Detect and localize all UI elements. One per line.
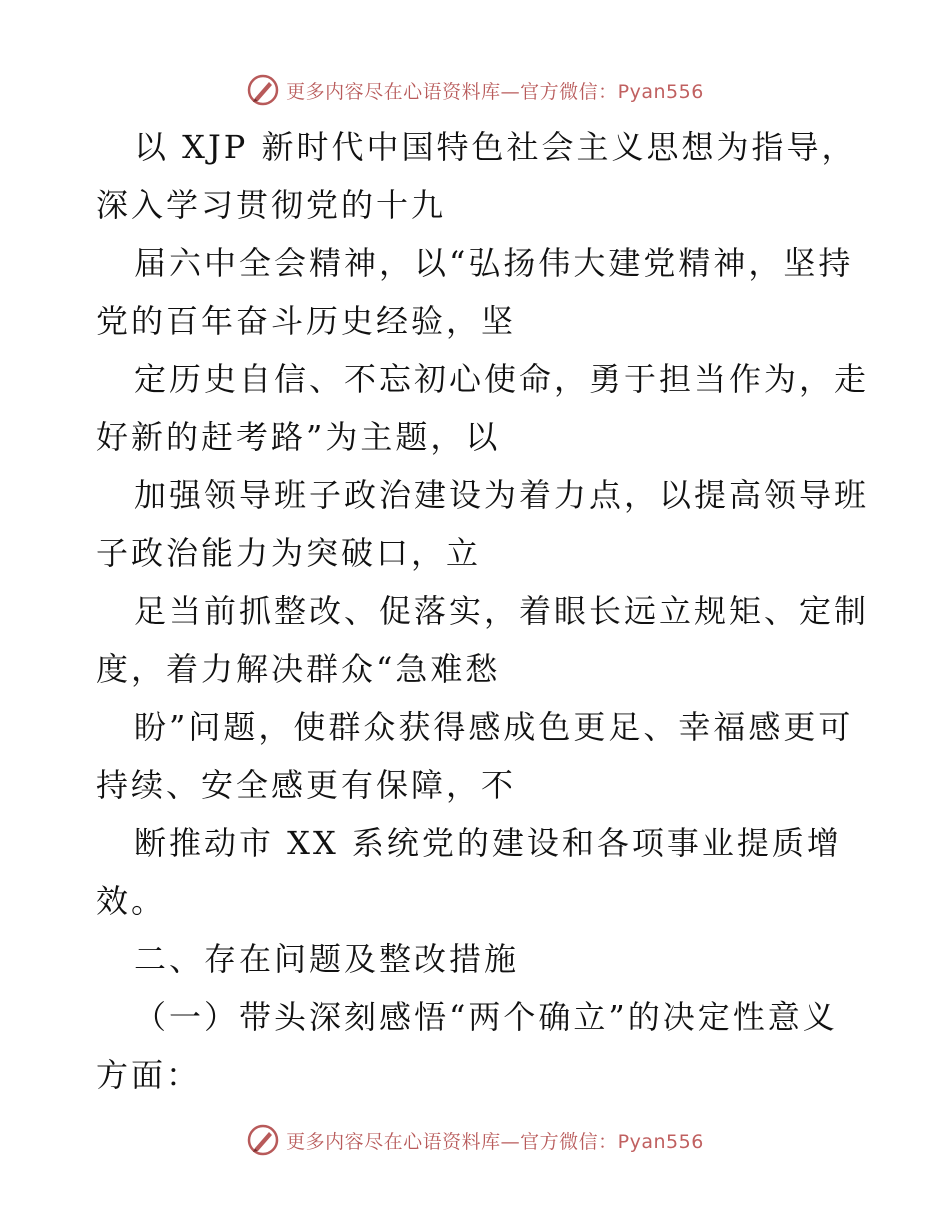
text-line: 持续、安全感更有保障，不: [96, 766, 517, 804]
text-line: 断推动市 XX 系统党的建设和各项事业提质增: [134, 824, 842, 862]
text-line: 定历史自信、不忘初心使命，勇于担当作为，走: [134, 360, 870, 398]
text-line: 以 XJP 新时代中国特色社会主义思想为指导，: [134, 128, 857, 166]
subsection-heading: （一）带头深刻感悟“两个确立”的决定性意义: [134, 998, 838, 1036]
pen-logo-icon: [246, 1123, 280, 1157]
watermark-footer: [0, 1120, 950, 1160]
watermark-header: [0, 70, 950, 110]
section-heading: 二、存在问题及整改措施: [134, 940, 520, 978]
text-line: 届六中全会精神，以“弘扬伟大建党精神，坚持: [134, 244, 854, 282]
text-line: 深入学习贯彻党的十九: [96, 186, 447, 224]
watermark-text: 更多内容尽在心语资料库—官方微信：Pyan556: [286, 80, 704, 103]
text-line: 子政治能力为突破口，立: [96, 534, 482, 572]
document-body: [96, 118, 870, 1104]
text-line: 足当前抓整改、促落实，着眼长远立规矩、定制: [134, 592, 870, 630]
text-line: 加强领导班子政治建设为着力点，以提高领导班: [134, 476, 870, 514]
text-line: 度，着力解决群众“急难愁: [96, 650, 501, 688]
watermark-text: 更多内容尽在心语资料库—官方微信：Pyan556: [286, 1130, 704, 1153]
text-line: 效。: [96, 882, 167, 920]
text-line: 盼”问题，使群众获得感成色更足、幸福感更可: [134, 708, 854, 746]
text-line: 好新的赶考路”为主题，以: [96, 418, 501, 456]
text-line: 方面：: [96, 1056, 202, 1094]
text-line: 党的百年奋斗历史经验，坚: [96, 302, 517, 340]
pen-logo-icon: [246, 73, 280, 107]
